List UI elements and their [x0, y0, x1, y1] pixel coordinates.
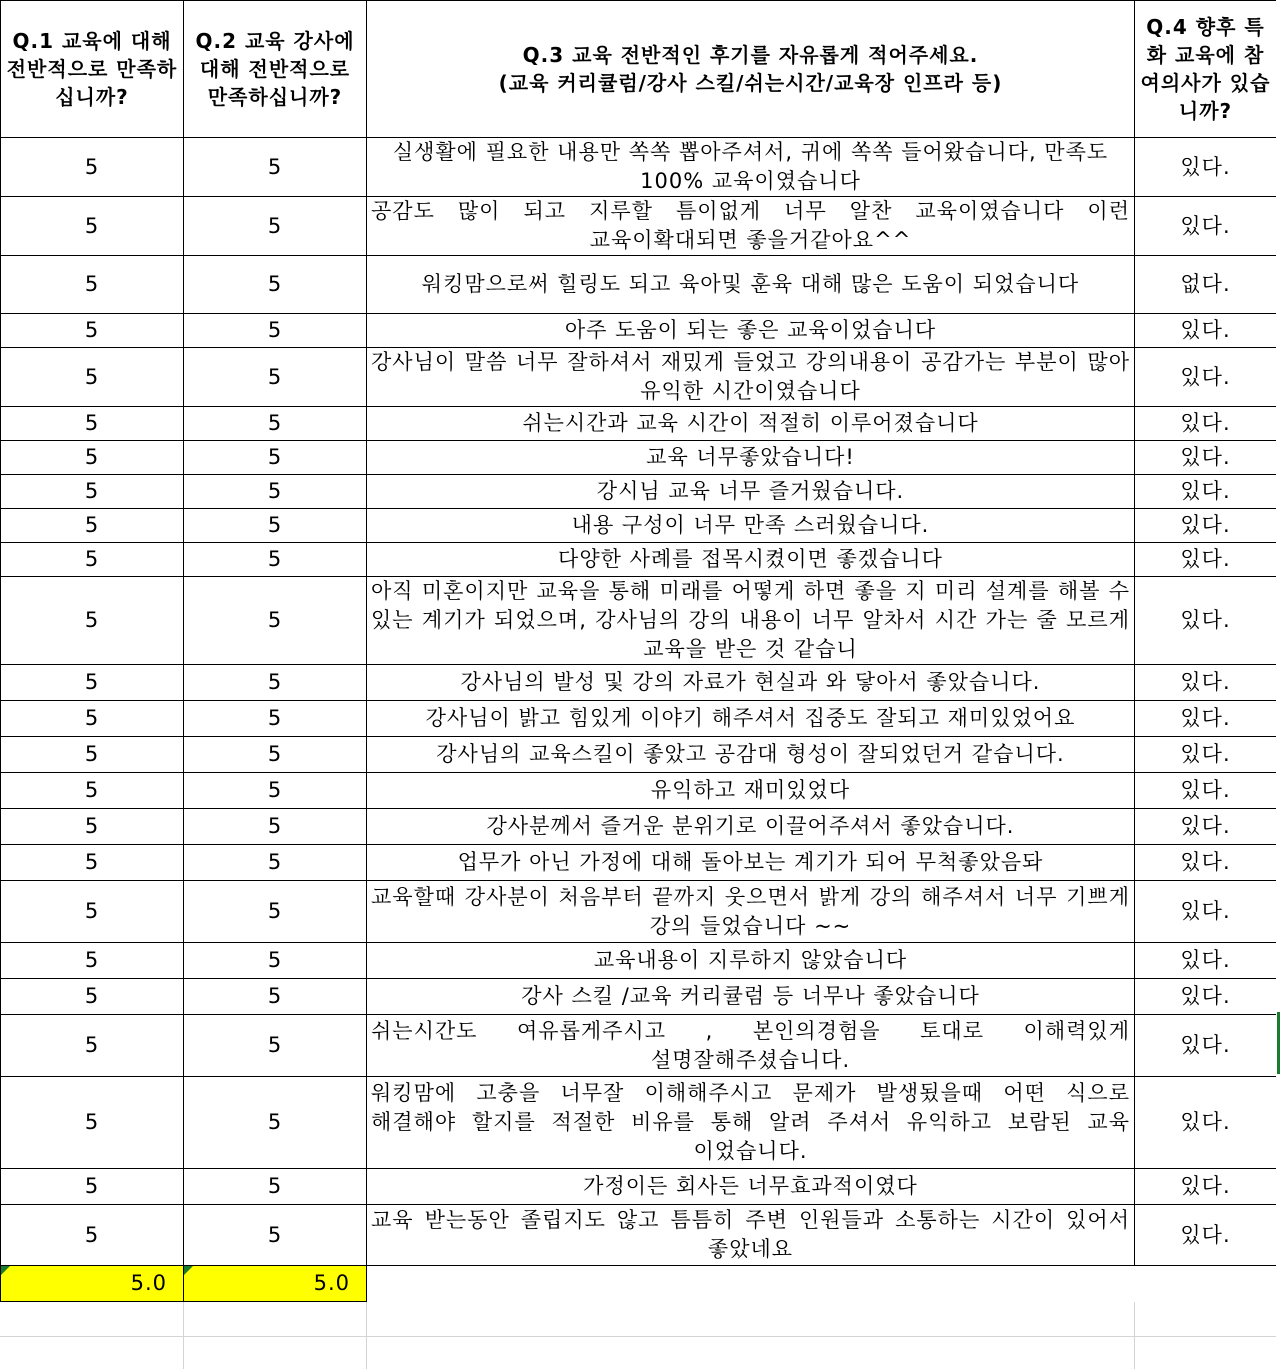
participation-cell[interactable]: 있다. — [1135, 197, 1277, 256]
table-row — [1, 348, 1277, 407]
q1-cell[interactable]: 5 — [1, 441, 184, 475]
q1-cell[interactable]: 5 — [1, 1169, 184, 1205]
next-column-edge — [1276, 0, 1280, 1369]
q1-cell[interactable]: 5 — [1, 348, 184, 407]
table-row — [1, 1077, 1277, 1169]
q2-cell[interactable]: 5 — [184, 881, 367, 943]
participation-cell[interactable]: 있다. — [1135, 943, 1277, 979]
table-row — [1, 1205, 1277, 1266]
q2-cell[interactable]: 5 — [184, 1077, 367, 1169]
comment-cell[interactable]: 강사 스킬 /교육 커리큘럼 등 너무나 좋았습니다 — [367, 979, 1135, 1015]
table-row — [1, 881, 1277, 943]
participation-cell[interactable]: 있다. — [1135, 701, 1277, 737]
comment-cell[interactable]: 강시님 교육 너무 즐거웠습니다. — [367, 475, 1135, 509]
comment-cell[interactable]: 강사님이 밝고 힘있게 이야기 해주셔서 집중도 잘되고 재미있었어요 — [367, 701, 1135, 737]
table-row — [1, 979, 1277, 1015]
comment-cell[interactable]: 아직 미혼이지만 교육을 통해 미래를 어떻게 하면 좋을 지 미리 설계를 해볼 수 있는 계기가 되었으며, 강사님의 강의 내용이 너무 알차서 시간 가는 줄 모르게 교육을 받은 것 같습니 — [367, 577, 1135, 665]
participation-cell[interactable]: 있다. — [1135, 314, 1277, 348]
q1-cell[interactable]: 5 — [1, 577, 184, 665]
participation-cell[interactable]: 없다. — [1135, 256, 1277, 314]
table-row — [1, 845, 1277, 881]
q2-cell[interactable]: 5 — [184, 1205, 367, 1266]
header-q3-line1: Q.3 교육 전반적인 후기를 자유롭게 적어주세요. — [522, 43, 979, 67]
empty-col-gridline — [366, 1302, 367, 1369]
participation-cell[interactable]: 있다. — [1135, 979, 1277, 1015]
header-q3-line2: (교육 커리큘럼/강사 스킬/쉬는시간/교육장 인프라 등) — [498, 71, 1003, 95]
header-q2[interactable]: Q.2 교육 강사에 대해 전반적으로 만족하십니까? — [184, 1, 367, 138]
participation-cell[interactable]: 있다. — [1135, 845, 1277, 881]
comment-cell[interactable]: 교육 받는동안 졸립지도 않고 틈틈히 주변 인원들과 소통하는 시간이 있어서 좋았네요 — [367, 1205, 1135, 1266]
q1-cell[interactable]: 5 — [1, 701, 184, 737]
empty-cell[interactable] — [1135, 1266, 1277, 1302]
participation-cell[interactable]: 있다. — [1135, 441, 1277, 475]
participation-cell[interactable]: 있다. — [1135, 809, 1277, 845]
participation-cell[interactable]: 있다. — [1135, 348, 1277, 407]
q2-cell[interactable]: 5 — [184, 407, 367, 441]
average-q2-cell[interactable] — [184, 1266, 367, 1302]
header-q1[interactable]: Q.1 교육에 대해 전반적으로 만족하십니까? — [1, 1, 184, 138]
q2-cell[interactable]: 5 — [184, 979, 367, 1015]
q1-cell[interactable]: 5 — [1, 543, 184, 577]
error-indicator-icon — [184, 1266, 193, 1275]
average-q1-cell[interactable] — [1, 1266, 184, 1302]
q1-cell[interactable]: 5 — [1, 314, 184, 348]
table-row — [1, 543, 1277, 577]
q1-cell[interactable]: 5 — [1, 665, 184, 701]
comment-cell[interactable]: 쉬는시간도 여유롭게주시고 , 본인의경험을 토대로 이해력있게 설명잘해주셨습니다. — [367, 1015, 1135, 1077]
comment-cell[interactable]: 강사님이 말씀 너무 잘하셔서 재밌게 들었고 강의내용이 공감가는 부분이 많아 유익한 시간이였습니다 — [367, 348, 1135, 407]
q2-cell[interactable]: 5 — [184, 701, 367, 737]
table-row — [1, 197, 1277, 256]
q1-cell[interactable]: 5 — [1, 979, 184, 1015]
q2-cell[interactable]: 5 — [184, 773, 367, 809]
q2-cell[interactable]: 5 — [184, 197, 367, 256]
table-row — [1, 1169, 1277, 1205]
q1-cell[interactable]: 5 — [1, 1015, 184, 1077]
table-row — [1, 441, 1277, 475]
q2-cell[interactable]: 5 — [184, 665, 367, 701]
comment-cell[interactable]: 내용 구성이 너무 만족 스러웠습니다. — [367, 509, 1135, 543]
q1-cell[interactable]: 5 — [1, 737, 184, 773]
q1-cell[interactable]: 5 — [1, 138, 184, 197]
comment-cell[interactable]: 강사분께서 즐거운 분위기로 이끌어주셔서 좋았습니다. — [367, 809, 1135, 845]
q2-cell[interactable]: 5 — [184, 475, 367, 509]
q2-cell[interactable]: 5 — [184, 509, 367, 543]
q1-cell[interactable]: 5 — [1, 943, 184, 979]
empty-col-gridline — [1134, 1302, 1135, 1369]
average-value: 5.0 — [313, 1271, 350, 1295]
q2-cell[interactable]: 5 — [184, 1169, 367, 1205]
header-q4[interactable]: Q.4 향후 특화 교육에 참여의사가 있습니까? — [1135, 1, 1277, 138]
participation-cell[interactable]: 있다. — [1135, 737, 1277, 773]
table-row — [1, 809, 1277, 845]
table-row — [1, 256, 1277, 314]
table-row — [1, 509, 1277, 543]
participation-cell[interactable]: 있다. — [1135, 1077, 1277, 1169]
average-value: 5.0 — [130, 1271, 167, 1295]
table-row — [1, 314, 1277, 348]
comment-cell[interactable]: 업무가 아닌 가정에 대해 돌아보는 계기가 되어 무척좋았음돠 — [367, 845, 1135, 881]
comment-cell[interactable]: 공감도 많이 되고 지루할 틈이없게 너무 알찬 교육이였습니다 이런 교육이확대되면 좋을거같아요^^ — [367, 197, 1135, 256]
table-row — [1, 701, 1277, 737]
comment-cell[interactable]: 아주 도움이 되는 좋은 교육이었습니다 — [367, 314, 1135, 348]
participation-cell[interactable]: 있다. — [1135, 665, 1277, 701]
q2-cell[interactable]: 5 — [184, 577, 367, 665]
empty-col-gridline — [183, 1302, 184, 1369]
q1-cell[interactable]: 5 — [1, 1205, 184, 1266]
participation-cell[interactable]: 있다. — [1135, 577, 1277, 665]
comment-cell[interactable]: 강사님의 발성 및 강의 자료가 현실과 와 닿아서 좋았습니다. — [367, 665, 1135, 701]
participation-cell[interactable]: 있다. — [1135, 1169, 1277, 1205]
table-row — [1, 138, 1277, 197]
q2-cell[interactable]: 5 — [184, 314, 367, 348]
q2-cell[interactable]: 5 — [184, 1015, 367, 1077]
q1-cell[interactable]: 5 — [1, 773, 184, 809]
q2-cell[interactable]: 5 — [184, 943, 367, 979]
q2-cell[interactable]: 5 — [184, 845, 367, 881]
participation-cell[interactable]: 있다. — [1135, 773, 1277, 809]
comment-cell[interactable]: 쉬는시간과 교육 시간이 적절히 이루어졌습니다 — [367, 407, 1135, 441]
table-row — [1, 773, 1277, 809]
empty-row-gridline — [0, 1336, 1280, 1337]
table-row — [1, 475, 1277, 509]
table-row — [1, 943, 1277, 979]
header-row — [1, 1, 1277, 138]
table-row — [1, 1015, 1277, 1077]
participation-cell[interactable]: 있다. — [1135, 1015, 1277, 1077]
q2-cell[interactable]: 5 — [184, 138, 367, 197]
q2-cell[interactable]: 5 — [184, 256, 367, 314]
average-row — [1, 1266, 1277, 1302]
q1-cell[interactable]: 5 — [1, 1077, 184, 1169]
participation-cell[interactable]: 있다. — [1135, 138, 1277, 197]
q1-cell[interactable]: 5 — [1, 509, 184, 543]
q2-cell[interactable]: 5 — [184, 441, 367, 475]
comment-cell[interactable]: 강사님의 교육스킬이 좋았고 공감대 형성이 잘되었던거 같습니다. — [367, 737, 1135, 773]
q2-cell[interactable]: 5 — [184, 348, 367, 407]
q2-cell[interactable]: 5 — [184, 543, 367, 577]
empty-cell[interactable] — [367, 1266, 1135, 1302]
comment-cell[interactable]: 가정이든 회사든 너무효과적이였다 — [367, 1169, 1135, 1205]
q1-cell[interactable]: 5 — [1, 197, 184, 256]
header-q3[interactable] — [367, 1, 1135, 138]
table-row — [1, 577, 1277, 665]
participation-cell[interactable]: 있다. — [1135, 881, 1277, 943]
table-row — [1, 665, 1277, 701]
q1-cell[interactable]: 5 — [1, 407, 184, 441]
q1-cell[interactable]: 5 — [1, 475, 184, 509]
comment-cell[interactable]: 실생활에 필요한 내용만 쏙쏙 뽑아주셔서, 귀에 쏙쏙 들어왔습니다, 만족도 100% 교육이였습니다 — [367, 138, 1135, 197]
participation-cell[interactable]: 있다. — [1135, 543, 1277, 577]
table-row — [1, 407, 1277, 441]
comment-cell[interactable]: 다양한 사례를 접목시켰이면 좋겠습니다 — [367, 543, 1135, 577]
comment-cell[interactable]: 워킹맘으로써 힐링도 되고 육아및 훈육 대해 많은 도움이 되었습니다 — [367, 256, 1135, 314]
participation-cell[interactable]: 있다. — [1135, 475, 1277, 509]
q1-cell[interactable]: 5 — [1, 845, 184, 881]
comment-cell[interactable]: 교육 너무좋았습니다! — [367, 441, 1135, 475]
q1-cell[interactable]: 5 — [1, 881, 184, 943]
comment-cell[interactable]: 교육내용이 지루하지 않았습니다 — [367, 943, 1135, 979]
error-indicator-icon — [1, 1266, 10, 1275]
table-row — [1, 737, 1277, 773]
comment-cell[interactable]: 유익하고 재미있었다 — [367, 773, 1135, 809]
participation-cell[interactable]: 있다. — [1135, 509, 1277, 543]
q2-cell[interactable]: 5 — [184, 809, 367, 845]
q1-cell[interactable]: 5 — [1, 256, 184, 314]
comment-cell[interactable]: 교육할때 강사분이 처음부터 끝까지 웃으면서 밝게 강의 해주셔서 너무 기쁘게 강의 들었습니다 ~~ — [367, 881, 1135, 943]
participation-cell[interactable]: 있다. — [1135, 407, 1277, 441]
comment-cell[interactable]: 워킹맘에 고충을 너무잘 이해해주시고 문제가 발생됬을때 어떤 식으로 해결해야 할지를 적절한 비유를 통해 알려 주셔서 유익하고 보람된 교육 이었습니다. — [367, 1077, 1135, 1169]
q1-cell[interactable]: 5 — [1, 809, 184, 845]
participation-cell[interactable]: 있다. — [1135, 1205, 1277, 1266]
q2-cell[interactable]: 5 — [184, 737, 367, 773]
